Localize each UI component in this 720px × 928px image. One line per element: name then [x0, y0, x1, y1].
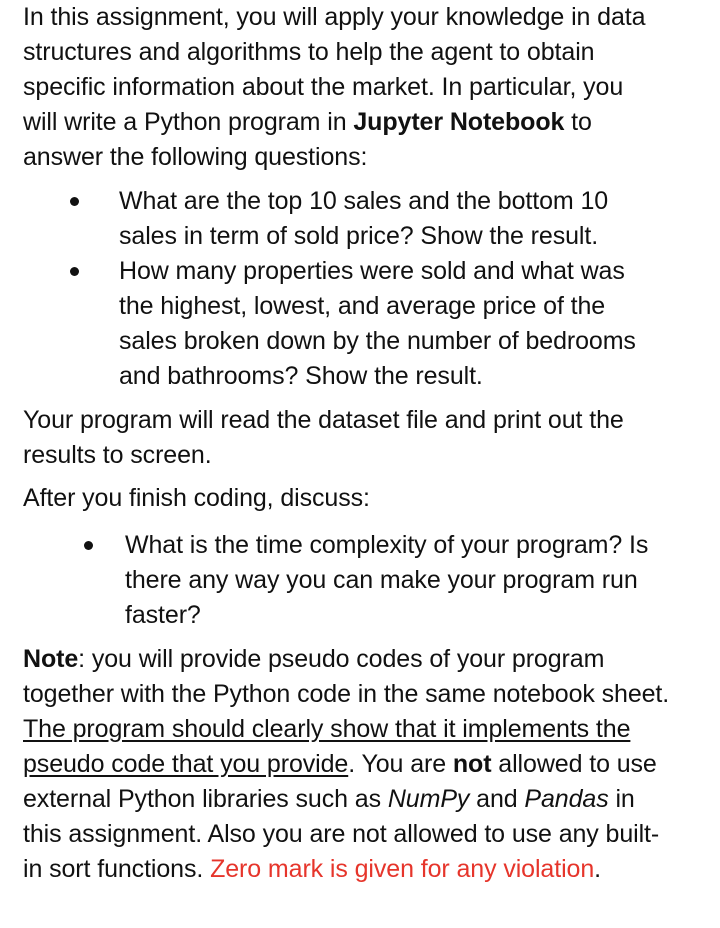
note-label: Note	[23, 645, 79, 673]
discuss-intro: After you finish coding, discuss:	[23, 484, 370, 512]
note-paragraph	[23, 642, 673, 887]
intro-paragraph	[23, 0, 663, 175]
list-item	[60, 528, 660, 633]
note-text: . You are	[348, 750, 453, 778]
question-text: What are the top 10 sales and the bottom 10 sales in term of sold price? Show the result.	[119, 187, 609, 250]
note-text: in this assignment. Also you are not allowed to use any built-in sort functions.	[23, 785, 660, 883]
bullet-icon	[84, 541, 93, 550]
note-text: and	[469, 785, 525, 813]
bullet-icon	[70, 197, 79, 206]
discuss-text: What is the time complexity of your program? Is there any way you can make your program run faster?	[125, 531, 649, 629]
note-text: allowed to use external Python libraries such as	[23, 750, 657, 813]
question-text: How many properties were sold and what was the highest, lowest, and average price of the sales broken down by the number of bedrooms and bathrooms? Show the result.	[119, 257, 636, 390]
note-underlined-text: The program should clearly show that it implements the pseudo code that you provide	[23, 715, 631, 778]
questions-list	[60, 184, 660, 394]
note-bold-not: not	[452, 750, 492, 778]
note-italic-numpy: NumPy	[387, 785, 470, 813]
note-italic-pandas: Pandas	[524, 785, 609, 813]
bullet-icon	[70, 267, 79, 276]
note-end: .	[594, 855, 601, 883]
list-item	[60, 184, 660, 254]
output-paragraph: Your program will read the dataset file and print out the results to screen.	[23, 406, 624, 469]
discuss-list	[60, 528, 660, 633]
intro-text: In this assignment, you will apply your knowledge in data structures and algorithms to help the agent to obtain specific information about the market. In particular, you will write a Python program in	[23, 3, 646, 136]
list-item	[60, 254, 660, 394]
warning-text: Zero mark is given for any violation	[210, 855, 595, 883]
intro-text-end: to answer the following questions:	[23, 108, 592, 171]
note-text: : you will provide pseudo codes of your program together with the Python code in the same notebook sheet.	[23, 645, 670, 708]
intro-bold-jupyter: Jupyter Notebook	[353, 108, 565, 136]
